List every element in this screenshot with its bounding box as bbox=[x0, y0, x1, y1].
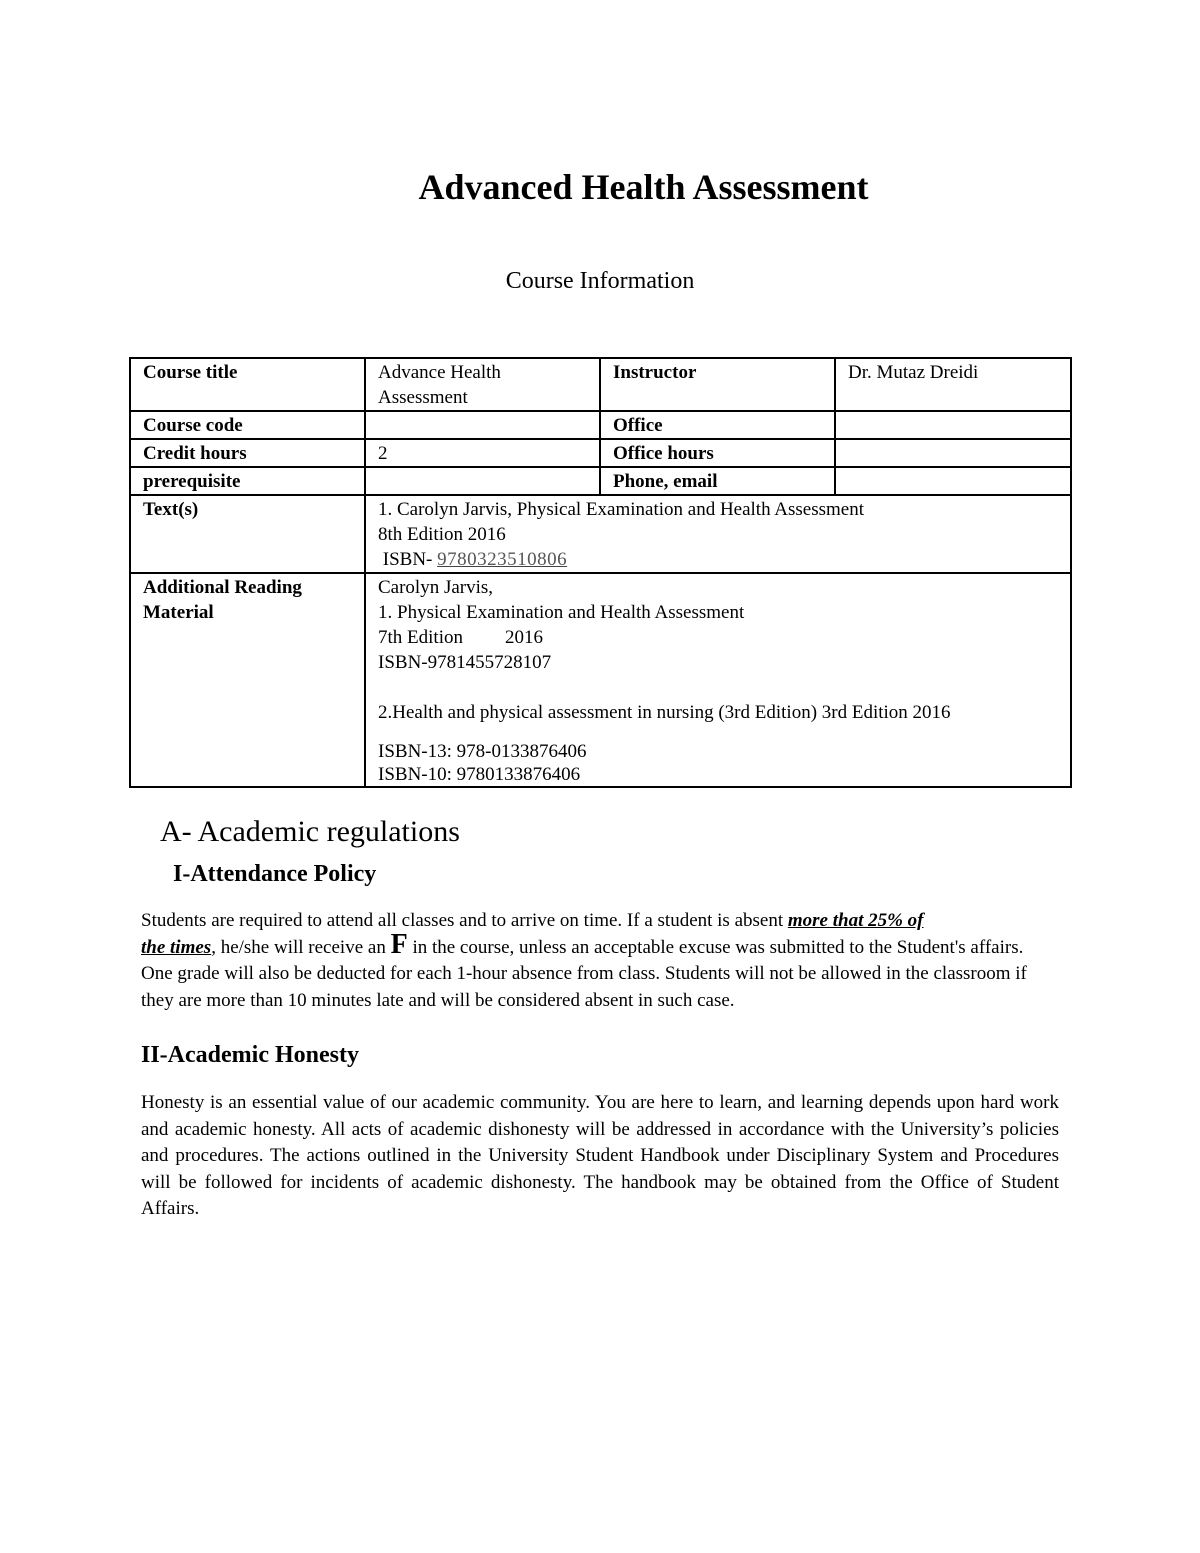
grade-letter: F bbox=[390, 928, 408, 960]
course-title-value-line: Assessment bbox=[378, 387, 468, 408]
attendance-text: in the course, unless an acceptable excuse was submitted to the Student's affairs. One grade will also be deducted for each 1-hour absence from class. Students will not be allowed in the classroom if they are more than 10 minutes late and will be considered absent in such case. bbox=[141, 936, 1027, 1011]
attendance-heading: I-Attendance Policy bbox=[173, 861, 377, 887]
attendance-emphasis: more that 25% of bbox=[787, 910, 924, 931]
office-value bbox=[835, 411, 1071, 439]
credit-hours-value: 2 bbox=[365, 439, 600, 467]
table-row bbox=[130, 439, 1071, 467]
attendance-emphasis: the times bbox=[141, 936, 212, 958]
spacer bbox=[378, 675, 1058, 700]
course-code-value bbox=[365, 411, 600, 439]
course-info-table bbox=[129, 357, 1072, 788]
course-title-value-line: Advance Health bbox=[378, 362, 501, 383]
additional-line: ISBN-10: 9780133876406 bbox=[378, 764, 581, 785]
course-title-label: Course title bbox=[130, 358, 365, 411]
table-row bbox=[130, 573, 1071, 787]
attendance-text: , he/she will receive an bbox=[211, 936, 391, 958]
spacer bbox=[378, 725, 1058, 739]
texts-isbn bbox=[378, 547, 1058, 572]
additional-edition: 7th Edition bbox=[378, 627, 463, 648]
attendance-paragraph bbox=[141, 908, 1059, 1014]
table-row bbox=[130, 411, 1071, 439]
instructor-label: Instructor bbox=[600, 358, 835, 411]
texts-value bbox=[365, 495, 1071, 573]
additional-year: 2016 bbox=[504, 627, 543, 648]
additional-edition-line bbox=[378, 625, 1058, 650]
attendance-text: Students are required to attend all classes and to arrive on time. If a student is absent bbox=[141, 910, 788, 931]
document-title: Advanced Health Assessment bbox=[418, 167, 869, 207]
additional-line: ISBN-9781455728107 bbox=[378, 652, 552, 673]
phone-email-label: Phone, email bbox=[600, 467, 835, 495]
additional-reading-label-line: Material bbox=[143, 602, 214, 623]
table-row bbox=[130, 358, 1071, 411]
table-row bbox=[130, 495, 1071, 573]
texts-line: 8th Edition 2016 bbox=[378, 524, 506, 545]
additional-reading-label bbox=[130, 573, 365, 787]
additional-line: ISBN-13: 978-0133876406 bbox=[378, 741, 587, 762]
honesty-paragraph: Honesty is an essential value of our academic community. You are here to learn, and learning depends upon hard work and academic honesty. All acts of academic dishonesty will be addressed in accordance with the University’s policies and procedures. The actions outlined in the University Student Handbook under Disciplinary System and Procedures will be followed for incidents of academic dishonesty. The handbook may be obtained from the Office of Student Affairs. bbox=[141, 1092, 1059, 1219]
additional-reading-label-line: Additional Reading bbox=[143, 577, 302, 598]
office-hours-label: Office hours bbox=[600, 439, 835, 467]
prerequisite-value bbox=[365, 467, 600, 495]
office-hours-value bbox=[835, 439, 1071, 467]
honesty-heading: II-Academic Honesty bbox=[141, 1042, 359, 1068]
table-row bbox=[130, 467, 1071, 495]
additional-line: 2.Health and physical assessment in nursing (3rd Edition) 3rd Edition 2016 bbox=[378, 702, 951, 723]
course-title-value bbox=[365, 358, 600, 411]
course-code-label: Course code bbox=[130, 411, 365, 439]
texts-isbn-number: 9780323510806 bbox=[437, 549, 568, 570]
section-a-title: A- Academic regulations bbox=[160, 815, 460, 848]
instructor-value: Dr. Mutaz Dreidi bbox=[835, 358, 1071, 411]
texts-label: Text(s) bbox=[130, 495, 365, 573]
office-label: Office bbox=[600, 411, 835, 439]
prerequisite-label: prerequisite bbox=[130, 467, 365, 495]
document-subtitle: Course Information bbox=[505, 268, 695, 294]
additional-line: Carolyn Jarvis, bbox=[378, 577, 494, 598]
additional-line: 1. Physical Examination and Health Assessment bbox=[378, 602, 745, 623]
texts-isbn-prefix: ISBN- bbox=[382, 549, 438, 570]
texts-line: 1. Carolyn Jarvis, Physical Examination and Health Assessment bbox=[378, 499, 865, 520]
credit-hours-label: Credit hours bbox=[130, 439, 365, 467]
phone-email-value bbox=[835, 467, 1071, 495]
additional-reading-value bbox=[365, 573, 1071, 787]
